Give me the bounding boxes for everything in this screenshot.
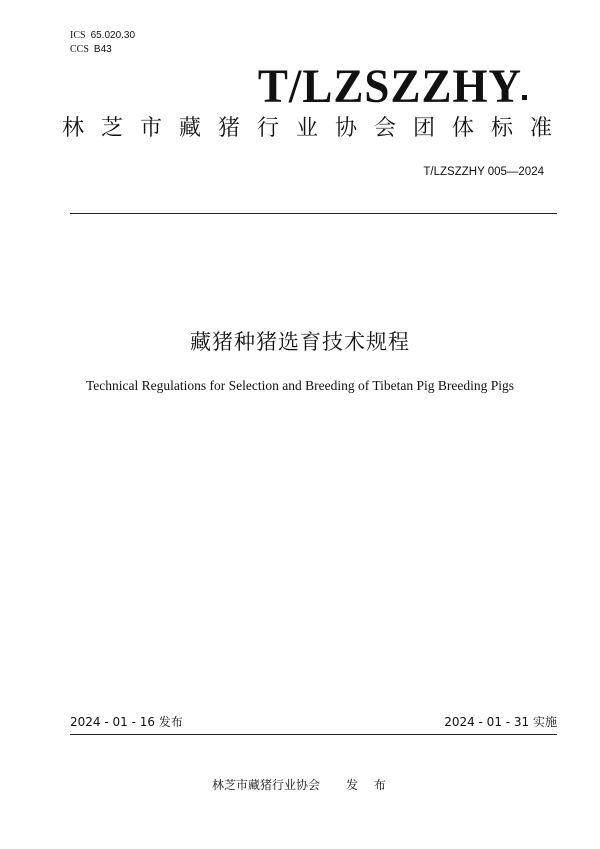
document-title-en: Technical Regulations for Selection and Breeding of Tibetan Pig Breeding Pigs [86, 378, 514, 393]
document-number: T/LZSZZHY 005—2024 [423, 166, 544, 178]
standard-code-heading: T/LZSZZHY [257, 59, 522, 113]
top-divider [70, 213, 557, 214]
ccs-label: CCS [70, 44, 89, 55]
ccs-value: B43 [93, 44, 112, 55]
ics-value: 65.020.30 [90, 30, 136, 41]
standard-code-dot [522, 95, 527, 100]
publisher-line [212, 777, 392, 793]
bottom-divider [70, 734, 557, 735]
publisher-name: 林芝市藏猪行业协会 [212, 778, 321, 792]
document-title-cn: 藏猪种猪选育技术规程 [190, 330, 410, 354]
organization-standard-heading: 林芝市藏猪行业协会团体标准 [62, 116, 554, 141]
implementation-date: 2024 - 01 - 31 实施 [444, 715, 557, 729]
publish-verb: 发 布 [346, 778, 392, 792]
ics-label: ICS [70, 30, 86, 41]
ics-line [70, 30, 135, 42]
issue-date: 2024 - 01 - 16 发布 [70, 715, 183, 729]
ccs-line [70, 44, 112, 56]
